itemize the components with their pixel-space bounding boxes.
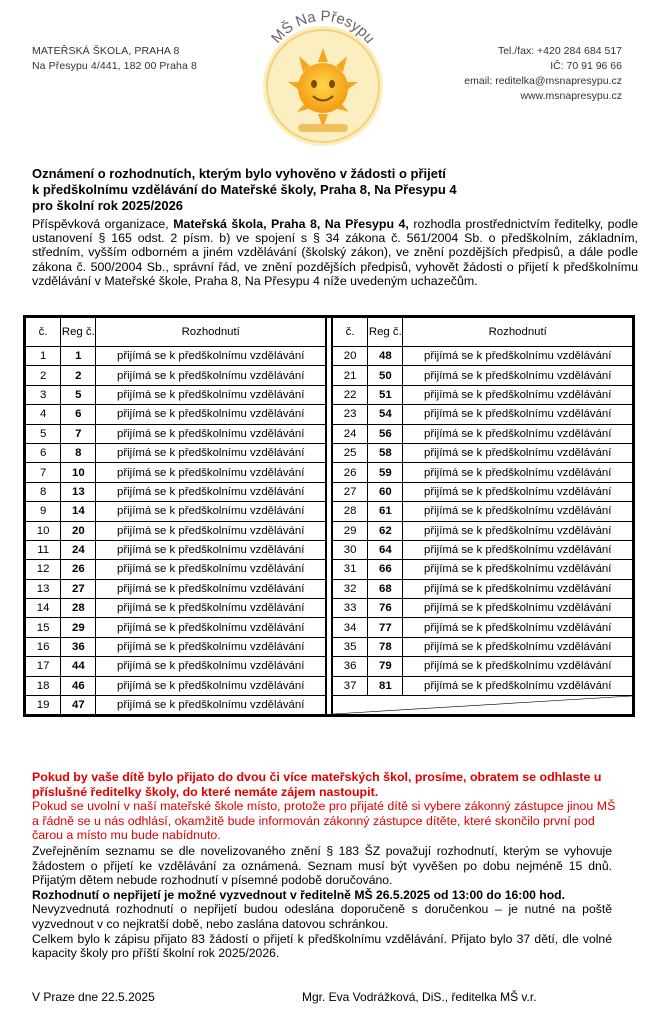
- row-number-left: 14: [25, 599, 61, 618]
- row-number-left: 7: [25, 463, 61, 482]
- row-number-right: 21: [332, 366, 368, 385]
- info-totals: Celkem bylo k zápisu přijato 83 žádostí o přijetí k předškolnímu vzdělávání. Přijato bylo 37 dětí, dle volné kapacity školy pro příští školní rok 2025/2026.: [32, 931, 612, 961]
- table-header-row: [25, 317, 634, 347]
- reg-number-left: 5: [61, 385, 96, 404]
- title-line-1: Oznámení o rozhodnutích, kterým bylo vyhověno v žádosti o přijetí: [32, 166, 446, 181]
- reg-number-right: 58: [368, 443, 403, 462]
- table-row: [25, 637, 634, 656]
- decision-left: přijímá se k předškolnímu vzdělávání: [96, 540, 326, 559]
- table-body: [25, 347, 634, 716]
- reg-number-right: 62: [368, 521, 403, 540]
- decision-right: přijímá se k předškolnímu vzdělávání: [403, 676, 634, 695]
- col-header-decision-left: Rozhodnutí: [96, 317, 326, 347]
- info-publication: Zveřejněním seznamu se dle novelizovaného znění § 183 ŠZ považují rozhodnutí, kterým se vyhovuje žádostem o přijetí ke vzdělávání za oznámená. Seznam musí být vyvěšen po dobu nejméně 15 dnů. Přijatým dětem nebude rozhodnutí v písemné podobě doručováno.: [32, 844, 612, 888]
- row-number-right: 33: [332, 599, 368, 618]
- row-number-right: 28: [332, 502, 368, 521]
- reg-number-left: 10: [61, 463, 96, 482]
- reg-number-right: 59: [368, 463, 403, 482]
- school-logo: [246, 6, 400, 148]
- table-row: [25, 482, 634, 501]
- table-row: [25, 366, 634, 385]
- reg-number-right: 66: [368, 560, 403, 579]
- col-header-num-right: č.: [332, 317, 368, 347]
- row-number-left: 2: [25, 366, 61, 385]
- reg-number-right: 77: [368, 618, 403, 637]
- decision-right: přijímá se k předškolnímu vzdělávání: [403, 482, 634, 501]
- row-number-left: 3: [25, 385, 61, 404]
- table-row: [25, 560, 634, 579]
- decision-right: přijímá se k předškolnímu vzdělávání: [403, 599, 634, 618]
- decision-left: přijímá se k předškolnímu vzdělávání: [96, 599, 326, 618]
- row-number-right: 32: [332, 579, 368, 598]
- reg-number-left: 7: [61, 424, 96, 443]
- decision-right: přijímá se k předškolnímu vzdělávání: [403, 366, 634, 385]
- place-date: V Praze dne 22.5.2025: [32, 990, 155, 1004]
- table-row: [25, 579, 634, 598]
- row-number-left: 9: [25, 502, 61, 521]
- reg-number-left: 47: [61, 696, 96, 716]
- intro-text-1: Příspěvková organizace,: [32, 217, 174, 231]
- row-number-right: 30: [332, 540, 368, 559]
- decision-right: přijímá se k předškolnímu vzdělávání: [403, 560, 634, 579]
- table-row: [25, 599, 634, 618]
- intro-paragraph: [32, 217, 638, 288]
- reg-number-right: 81: [368, 676, 403, 695]
- title-line-3: pro školní rok 2025/2026: [32, 198, 184, 213]
- row-number-left: 10: [25, 521, 61, 540]
- intro-school-name: Mateřská škola, Praha 8, Na Přesypu 4,: [173, 217, 409, 231]
- table-row: [25, 521, 634, 540]
- decision-left: přijímá se k předškolnímu vzdělávání: [96, 676, 326, 695]
- decision-left: přijímá se k předškolnímu vzdělávání: [96, 443, 326, 462]
- reg-number-right: 54: [368, 405, 403, 424]
- row-number-left: 11: [25, 540, 61, 559]
- reg-number-left: 6: [61, 405, 96, 424]
- row-number-left: 15: [25, 618, 61, 637]
- reg-number-right: 61: [368, 502, 403, 521]
- reg-number-right: 68: [368, 579, 403, 598]
- decision-left: přijímá se k předškolnímu vzdělávání: [96, 405, 326, 424]
- reg-number-left: 1: [61, 347, 96, 366]
- decision-right: přijímá se k předškolnímu vzdělávání: [403, 463, 634, 482]
- row-number-left: 18: [25, 676, 61, 695]
- table-row: [25, 696, 634, 716]
- table-row: [25, 443, 634, 462]
- phone-line: Tel./fax: +420 284 684 517: [497, 45, 622, 57]
- school-name-line: MATEŘSKÁ ŠKOLA, PRAHA 8: [32, 45, 180, 57]
- table-row: [25, 405, 634, 424]
- decision-right: přijímá se k předškolnímu vzdělávání: [403, 540, 634, 559]
- table-row: [25, 618, 634, 637]
- decision-left: přijímá se k předškolnímu vzdělávání: [96, 424, 326, 443]
- reg-number-right: 76: [368, 599, 403, 618]
- reg-number-left: 20: [61, 521, 96, 540]
- decision-right: přijímá se k předškolnímu vzdělávání: [403, 579, 634, 598]
- reg-number-left: 27: [61, 579, 96, 598]
- decision-right: přijímá se k předškolnímu vzdělávání: [403, 443, 634, 462]
- row-number-right: 31: [332, 560, 368, 579]
- decision-left: přijímá se k předškolnímu vzdělávání: [96, 560, 326, 579]
- row-number-left: 13: [25, 579, 61, 598]
- logo-text: MŠ Na Přesypu: [268, 7, 379, 47]
- table-row: [25, 347, 634, 366]
- row-number-right: 26: [332, 463, 368, 482]
- reg-number-left: 24: [61, 540, 96, 559]
- row-number-right: 35: [332, 637, 368, 656]
- table-row: [25, 540, 634, 559]
- signature: Mgr. Eva Vodrážková, DiS., ředitelka MŠ v.r.: [302, 990, 537, 1004]
- admissions-table: [23, 315, 635, 717]
- row-number-right: 37: [332, 676, 368, 695]
- reg-number-left: 44: [61, 657, 96, 676]
- decision-left: přijímá se k předškolnímu vzdělávání: [96, 463, 326, 482]
- decision-left: přijímá se k předškolnímu vzdělávání: [96, 618, 326, 637]
- decision-left: přijímá se k předškolnímu vzdělávání: [96, 637, 326, 656]
- decision-right: přijímá se k předškolnímu vzdělávání: [403, 657, 634, 676]
- table-row: [25, 424, 634, 443]
- row-number-right: 23: [332, 405, 368, 424]
- row-number-left: 12: [25, 560, 61, 579]
- decision-left: přijímá se k předškolnímu vzdělávání: [96, 347, 326, 366]
- decision-left: přijímá se k předškolnímu vzdělávání: [96, 366, 326, 385]
- decision-right: přijímá se k předškolnímu vzdělávání: [403, 637, 634, 656]
- decision-left: přijímá se k předškolnímu vzdělávání: [96, 579, 326, 598]
- row-number-right: 24: [332, 424, 368, 443]
- info-paragraphs: [32, 844, 612, 961]
- reg-number-right: 64: [368, 540, 403, 559]
- row-number-left: 17: [25, 657, 61, 676]
- reg-number-left: 14: [61, 502, 96, 521]
- decision-right: přijímá se k předškolnímu vzdělávání: [403, 347, 634, 366]
- intro-text-2: rozhodla prostřednictvím ředitelky, podle ustanovení § 165 odst. 2 písm. b) ve spojení s § 34 zákona č. 561/2004 Sb. o předškolním, základním, středním, vyšším odborném a jiném vzdělávání (školský zákon), ve znění pozdějších předpisů, a dále podle zákona č. 500/2004 Sb., správní řád, ve znění pozdějších předpisů, vyhovět žádosti o přijetí k předškolnímu vzdělávání v Mateřské škole, Praha 8, Na Přesypu 4 níže uvedeným uchazečům.: [32, 217, 638, 288]
- info-delivery: Nevyzvednutá rozhodnutí o nepřijetí budou odeslána doporučeně s doručenkou – je nutné na poště vyzvednout v co nejkratší době, nebo zaslána datovou schránkou.: [32, 902, 612, 931]
- reg-number-right: 50: [368, 366, 403, 385]
- reg-number-left: 2: [61, 366, 96, 385]
- reg-number-left: 28: [61, 599, 96, 618]
- row-number-left: 19: [25, 696, 61, 716]
- title-line-2: k předškolnímu vzdělávání do Mateřské školy, Praha 8, Na Přesypu 4: [32, 182, 457, 197]
- reg-number-right: 60: [368, 482, 403, 501]
- col-header-decision-right: Rozhodnutí: [403, 317, 634, 347]
- decision-right: přijímá se k předškolnímu vzdělávání: [403, 618, 634, 637]
- table-row: [25, 463, 634, 482]
- warning-bold-text: Pokud by vaše dítě bylo přijato do dvou či více mateřských škol, prosíme, obratem se odhlaste u příslušné ředitelky školy, do které nemáte zájem nastoupit.: [32, 770, 602, 799]
- reg-number-left: 8: [61, 443, 96, 462]
- decision-right: přijímá se k předškolnímu vzdělávání: [403, 521, 634, 540]
- row-number-right: 25: [332, 443, 368, 462]
- decision-left: přijímá se k předškolnímu vzdělávání: [96, 696, 326, 716]
- row-number-right: 36: [332, 657, 368, 676]
- row-number-left: 16: [25, 637, 61, 656]
- decision-left: přijímá se k předškolnímu vzdělávání: [96, 482, 326, 501]
- decision-right: přijímá se k předškolnímu vzdělávání: [403, 424, 634, 443]
- col-header-reg-right: Reg č.: [368, 317, 403, 347]
- decision-left: přijímá se k předškolnímu vzdělávání: [96, 657, 326, 676]
- email-line: email: reditelka@msnapresypu.cz: [464, 75, 622, 87]
- ico-line: IČ: 70 91 96 66: [550, 60, 622, 72]
- contact-info: [464, 44, 622, 104]
- school-street-line: Na Přesypu 4/441, 182 00 Praha 8: [32, 60, 197, 72]
- row-number-right: 22: [332, 385, 368, 404]
- col-header-num-left: č.: [25, 317, 61, 347]
- warning-notice: [32, 770, 622, 843]
- row-number-right: 34: [332, 618, 368, 637]
- row-number-left: 5: [25, 424, 61, 443]
- row-number-left: 8: [25, 482, 61, 501]
- table-row: [25, 657, 634, 676]
- reg-number-right: 51: [368, 385, 403, 404]
- warning-normal-text: Pokud se uvolní v naší mateřské škole místo, protože pro přijaté dítě si vybere zákonný zástupce jinou MŠ a řádně se u nás odhlásí, okamžitě bude informován zákonný zástupce dítěte, které skončilo první pod čarou a místo mu bude nabídnuto.: [32, 799, 616, 842]
- reg-number-right: 48: [368, 347, 403, 366]
- row-number-right: 27: [332, 482, 368, 501]
- reg-number-left: 29: [61, 618, 96, 637]
- row-number-left: 1: [25, 347, 61, 366]
- reg-number-right: 79: [368, 657, 403, 676]
- page-title: [32, 166, 632, 214]
- empty-cell-right: [332, 696, 634, 716]
- reg-number-left: 26: [61, 560, 96, 579]
- table-row: [25, 385, 634, 404]
- decision-left: přijímá se k předškolnímu vzdělávání: [96, 385, 326, 404]
- reg-number-left: 46: [61, 676, 96, 695]
- row-number-left: 4: [25, 405, 61, 424]
- table-row: [25, 676, 634, 695]
- reg-number-right: 78: [368, 637, 403, 656]
- info-pickup: Rozhodnutí o nepřijetí je možné vyzvednout v ředitelně MŠ 26.5.2025 od 13:00 do 16:00 hod.: [32, 887, 565, 902]
- decision-left: přijímá se k předškolnímu vzdělávání: [96, 502, 326, 521]
- row-number-right: 20: [332, 347, 368, 366]
- reg-number-left: 13: [61, 482, 96, 501]
- table-row: [25, 502, 634, 521]
- decision-right: přijímá se k předškolnímu vzdělávání: [403, 502, 634, 521]
- row-number-left: 6: [25, 443, 61, 462]
- row-number-right: 29: [332, 521, 368, 540]
- decision-left: přijímá se k předškolnímu vzdělávání: [96, 521, 326, 540]
- decision-right: přijímá se k předškolnímu vzdělávání: [403, 405, 634, 424]
- col-header-reg-left: Reg č.: [61, 317, 96, 347]
- school-address: [32, 44, 197, 74]
- website-line: www.msnapresypu.cz: [520, 90, 622, 102]
- decision-right: přijímá se k předškolnímu vzdělávání: [403, 385, 634, 404]
- reg-number-right: 56: [368, 424, 403, 443]
- reg-number-left: 36: [61, 637, 96, 656]
